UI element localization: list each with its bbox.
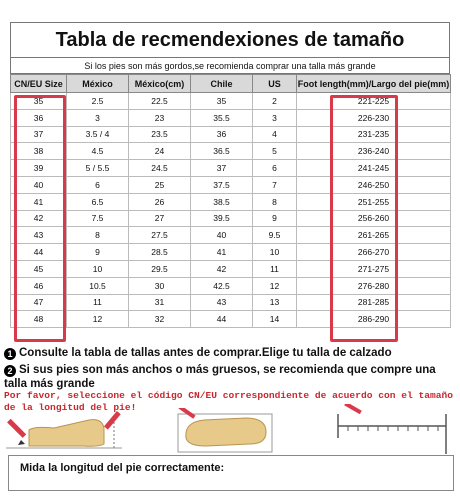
- cell-mexico-cm: 31: [129, 294, 191, 311]
- pencil-icon: [7, 419, 26, 445]
- cell-cn-eu: 46: [11, 277, 67, 294]
- cell-cn-eu: 42: [11, 210, 67, 227]
- cell-foot-length: 246-250: [297, 176, 451, 193]
- cell-mexico: 6: [67, 176, 129, 193]
- cell-mexico-cm: 25: [129, 176, 191, 193]
- cell-chile: 38.5: [191, 193, 253, 210]
- cell-cn-eu: 48: [11, 311, 67, 328]
- cell-cn-eu: 43: [11, 227, 67, 244]
- cell-chile: 43: [191, 294, 253, 311]
- table-row: [11, 311, 451, 328]
- cell-cn-eu: 39: [11, 160, 67, 177]
- cell-cn-eu: 35: [11, 93, 67, 110]
- header-chile: Chile: [191, 75, 253, 93]
- cell-us: 5: [253, 143, 297, 160]
- cell-chile: 44: [191, 311, 253, 328]
- cell-mexico: 10.5: [67, 277, 129, 294]
- cell-us: 9: [253, 210, 297, 227]
- cell-us: 14: [253, 311, 297, 328]
- cell-mexico: 2.5: [67, 93, 129, 110]
- cell-cn-eu: 41: [11, 193, 67, 210]
- note-2-text: Si sus pies son más anchos o más gruesos, se recomienda que compre una talla más grande: [4, 364, 436, 390]
- cell-mexico: 11: [67, 294, 129, 311]
- cell-mexico-cm: 28.5: [129, 244, 191, 261]
- cell-us: 13: [253, 294, 297, 311]
- cell-us: 10: [253, 244, 297, 261]
- cell-us: 6: [253, 160, 297, 177]
- table-row: [11, 160, 451, 177]
- table-row: [11, 294, 451, 311]
- cell-chile: 35: [191, 93, 253, 110]
- pencil-icon: [178, 408, 195, 419]
- cell-foot-length: 221-225: [297, 93, 451, 110]
- table-row: [11, 93, 451, 110]
- cell-us: 7: [253, 176, 297, 193]
- measure-instruction: Mida la longitud del pie correctamente:: [20, 462, 225, 474]
- cell-chile: 36: [191, 126, 253, 143]
- cell-mexico: 8: [67, 227, 129, 244]
- cell-mexico: 3: [67, 109, 129, 126]
- cell-foot-length: 241-245: [297, 160, 451, 177]
- page-title: Tabla de recmendexiones de tamaño: [10, 22, 450, 58]
- cell-mexico-cm: 23.5: [129, 126, 191, 143]
- cell-mexico-cm: 29.5: [129, 260, 191, 277]
- cell-chile: 35.5: [191, 109, 253, 126]
- cell-cn-eu: 44: [11, 244, 67, 261]
- cell-foot-length: 276-280: [297, 277, 451, 294]
- cell-chile: 41: [191, 244, 253, 261]
- cell-foot-length: 236-240: [297, 143, 451, 160]
- header-mexico-cm: México(cm): [129, 75, 191, 93]
- table-row: [11, 176, 451, 193]
- cell-mexico: 4.5: [67, 143, 129, 160]
- header-foot-length: Foot length(mm)/Largo del pie(mm): [297, 75, 451, 93]
- foot-side-illustration: [4, 408, 124, 458]
- cell-foot-length: 231-235: [297, 126, 451, 143]
- cell-chile: 37.5: [191, 176, 253, 193]
- cell-chile: 36.5: [191, 143, 253, 160]
- cell-chile: 39.5: [191, 210, 253, 227]
- cell-us: 9.5: [253, 227, 297, 244]
- header-mexico: México: [67, 75, 129, 93]
- cell-foot-length: 266-270: [297, 244, 451, 261]
- cell-cn-eu: 36: [11, 109, 67, 126]
- cell-cn-eu: 37: [11, 126, 67, 143]
- subtitle: Si los pies son más gordos,se recomienda comprar una talla más grande: [10, 58, 450, 74]
- table-row: [11, 277, 451, 294]
- cell-cn-eu: 45: [11, 260, 67, 277]
- note-2: [4, 363, 456, 391]
- header-cn-eu: CN/EU Size: [11, 75, 67, 93]
- ruler-illustration: [334, 404, 454, 458]
- table-row: [11, 109, 451, 126]
- cell-chile: 42.5: [191, 277, 253, 294]
- cell-mexico-cm: 30: [129, 277, 191, 294]
- cell-us: 12: [253, 277, 297, 294]
- cell-mexico: 9: [67, 244, 129, 261]
- cell-mexico: 5 / 5.5: [67, 160, 129, 177]
- cell-us: 8: [253, 193, 297, 210]
- cell-chile: 40: [191, 227, 253, 244]
- cell-foot-length: 251-255: [297, 193, 451, 210]
- table-row: [11, 193, 451, 210]
- cell-mexico-cm: 23: [129, 109, 191, 126]
- cell-mexico: 7.5: [67, 210, 129, 227]
- cell-us: 2: [253, 93, 297, 110]
- table-row: [11, 210, 451, 227]
- number-2-icon: 2: [4, 365, 16, 377]
- cell-cn-eu: 47: [11, 294, 67, 311]
- table-header-row: [11, 75, 451, 93]
- table-row: [11, 244, 451, 261]
- cell-chile: 37: [191, 160, 253, 177]
- pencil-icon: [344, 404, 362, 414]
- pencil-icon: [104, 411, 121, 430]
- cell-mexico-cm: 32: [129, 311, 191, 328]
- cell-foot-length: 286-290: [297, 311, 451, 328]
- table-row: [11, 260, 451, 277]
- cell-mexico: 12: [67, 311, 129, 328]
- size-table: [10, 74, 451, 328]
- cell-us: 3: [253, 109, 297, 126]
- red-instruction-text: Por favor, seleccione el código CN/EU correspondiente de acuerdo con el tamaño de la longitud del pie!: [4, 390, 454, 413]
- cell-chile: 42: [191, 260, 253, 277]
- cell-foot-length: 256-260: [297, 210, 451, 227]
- cell-mexico-cm: 24: [129, 143, 191, 160]
- cell-foot-length: 261-265: [297, 227, 451, 244]
- cell-mexico-cm: 27: [129, 210, 191, 227]
- cell-mexico: 3.5 / 4: [67, 126, 129, 143]
- note-1: [4, 346, 392, 360]
- cell-foot-length: 226-230: [297, 109, 451, 126]
- cell-mexico: 10: [67, 260, 129, 277]
- number-1-icon: 1: [4, 348, 16, 360]
- cell-cn-eu: 40: [11, 176, 67, 193]
- cell-mexico-cm: 24.5: [129, 160, 191, 177]
- cell-foot-length: 281-285: [297, 294, 451, 311]
- cell-mexico: 6.5: [67, 193, 129, 210]
- foot-top-illustration: [176, 408, 276, 458]
- cell-us: 4: [253, 126, 297, 143]
- cell-mexico-cm: 26: [129, 193, 191, 210]
- header-us: US: [253, 75, 297, 93]
- table-row: [11, 227, 451, 244]
- cell-cn-eu: 38: [11, 143, 67, 160]
- cell-mexico-cm: 27.5: [129, 227, 191, 244]
- cell-us: 11: [253, 260, 297, 277]
- cell-foot-length: 271-275: [297, 260, 451, 277]
- cell-mexico-cm: 22.5: [129, 93, 191, 110]
- table-row: [11, 126, 451, 143]
- note-1-text: Consulte la tabla de tallas antes de comprar.Elige tu talla de calzado: [19, 347, 392, 359]
- table-row: [11, 143, 451, 160]
